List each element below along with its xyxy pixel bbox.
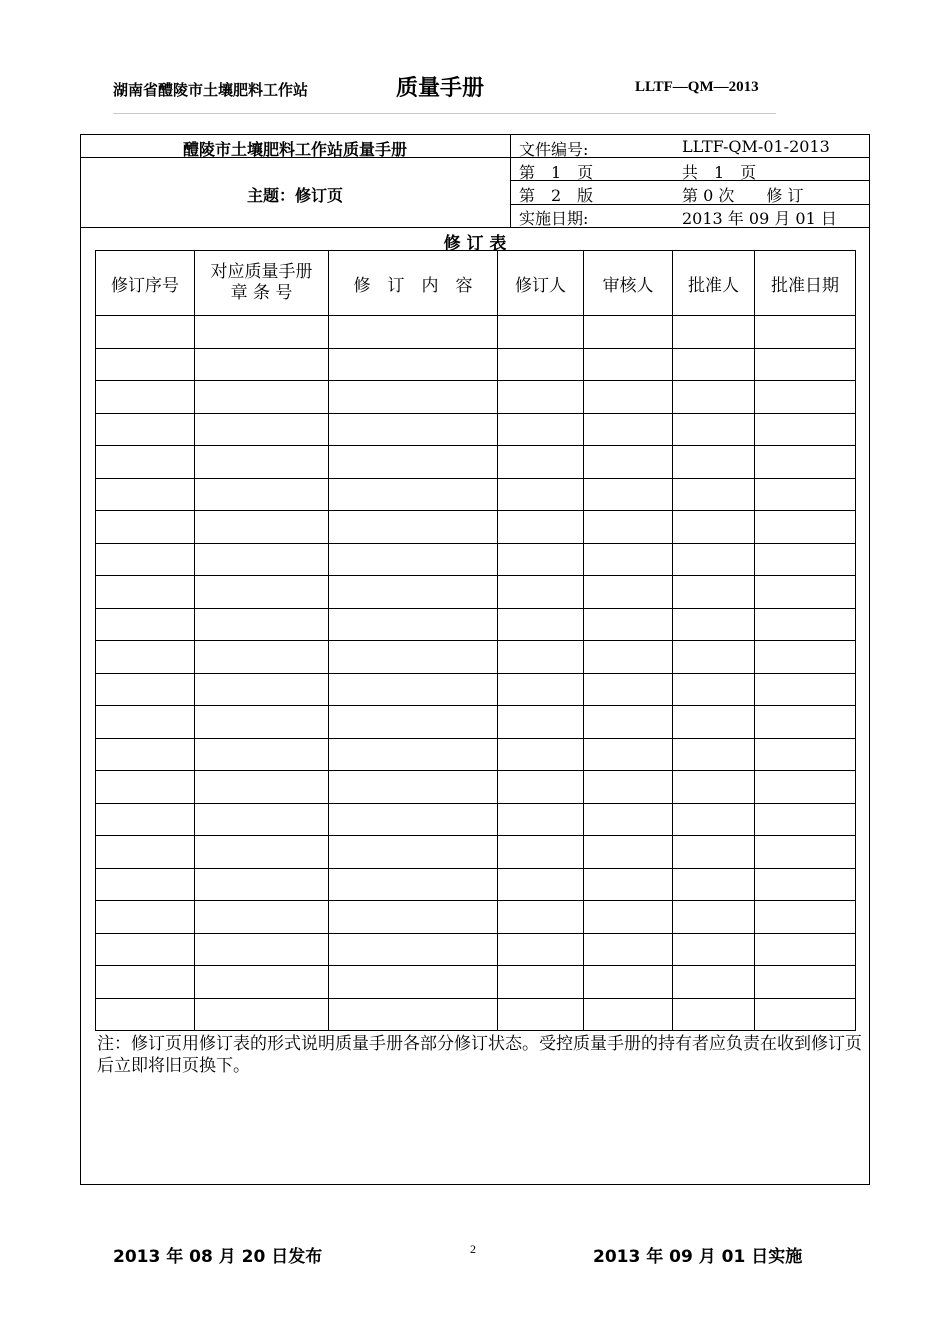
table-cell (755, 803, 856, 836)
table-cell (329, 836, 498, 869)
table-cell (584, 348, 673, 381)
table-cell (329, 933, 498, 966)
table-cell (755, 966, 856, 999)
table-cell (584, 413, 673, 446)
table-cell (96, 348, 195, 381)
table-cell (673, 706, 755, 739)
page-label: 第 1 页 (519, 163, 594, 182)
table-cell (673, 803, 755, 836)
table-cell (755, 446, 856, 479)
table-cell (329, 348, 498, 381)
table-cell (498, 673, 584, 706)
table-cell (195, 316, 329, 349)
footer-page-number: 2 (470, 1242, 476, 1256)
table-row (96, 348, 856, 381)
table-cell (498, 641, 584, 674)
col-chapter-label: 对应质量手册 章 条 号 (210, 262, 313, 303)
table-cell (673, 478, 755, 511)
table-cell (673, 381, 755, 414)
table-cell (755, 933, 856, 966)
table-cell (96, 803, 195, 836)
table-cell (584, 738, 673, 771)
table-cell (584, 381, 673, 414)
table-cell (673, 641, 755, 674)
header-code: LLTF—QM—2013 (635, 79, 759, 95)
table-cell (195, 608, 329, 641)
total-pages: 共 1 页 (682, 163, 757, 182)
table-cell (195, 706, 329, 739)
table-row (96, 316, 856, 349)
table-cell (673, 446, 755, 479)
table-cell (195, 998, 329, 1031)
table-cell (584, 446, 673, 479)
table-cell (96, 381, 195, 414)
table-cell (96, 608, 195, 641)
table-cell (195, 803, 329, 836)
table-cell (584, 771, 673, 804)
table-row (96, 998, 856, 1031)
table-cell (584, 836, 673, 869)
revision-table (95, 250, 856, 1031)
table-cell (498, 771, 584, 804)
table-cell (584, 316, 673, 349)
doc-no-label: 文件编号: (519, 140, 589, 159)
revision: 第 0 次 修 订 (682, 186, 804, 205)
col-chapter (195, 251, 329, 316)
table-cell (329, 641, 498, 674)
table-cell (96, 478, 195, 511)
table-cell (498, 316, 584, 349)
table-row (96, 706, 856, 739)
table-row (96, 901, 856, 934)
table-cell (584, 803, 673, 836)
table-cell (329, 998, 498, 1031)
table-cell (755, 478, 856, 511)
table-cell (498, 998, 584, 1031)
header-org: 湖南省醴陵市土壤肥料工作站 (113, 81, 309, 99)
table-cell (673, 576, 755, 609)
table-cell (96, 413, 195, 446)
table-cell (755, 641, 856, 674)
table-cell (195, 543, 329, 576)
table-cell (498, 348, 584, 381)
col-content: 修 订 内 容 (329, 251, 498, 316)
table-cell (498, 413, 584, 446)
col-reviser: 修订人 (498, 251, 584, 316)
revision-table-body (96, 316, 856, 1031)
table-cell (329, 868, 498, 901)
table-cell (96, 673, 195, 706)
table-cell (329, 738, 498, 771)
table-cell (755, 868, 856, 901)
table-cell (673, 673, 755, 706)
table-cell (195, 901, 329, 934)
table-cell (96, 641, 195, 674)
table-cell (673, 836, 755, 869)
table-cell (195, 511, 329, 544)
table-cell (96, 771, 195, 804)
table-cell (673, 511, 755, 544)
table-cell (584, 576, 673, 609)
table-cell (584, 998, 673, 1031)
manual-title: 醴陵市土壤肥料工作站质量手册 (182, 140, 407, 159)
col-approver: 批准人 (673, 251, 755, 316)
table-cell (498, 966, 584, 999)
table-cell (498, 478, 584, 511)
table-cell (96, 543, 195, 576)
table-cell (96, 966, 195, 999)
table-cell (498, 901, 584, 934)
table-cell (329, 446, 498, 479)
table-cell (329, 576, 498, 609)
table-cell (195, 478, 329, 511)
table-cell (755, 836, 856, 869)
table-cell (96, 576, 195, 609)
table-cell (755, 998, 856, 1031)
table-cell (329, 511, 498, 544)
table-cell (673, 608, 755, 641)
note: 注：修订页用修订表的形式说明质量手册各部分修订状态。受控质量手册的持有者应负责在收到修订页后立即将旧页换下。 (97, 1034, 862, 1076)
table-cell (755, 316, 856, 349)
table-cell (329, 803, 498, 836)
table-cell (673, 901, 755, 934)
col-approval-date: 批准日期 (755, 251, 856, 316)
table-cell (584, 706, 673, 739)
table-cell (195, 413, 329, 446)
table-cell (584, 478, 673, 511)
table-row (96, 673, 856, 706)
header-rule (113, 113, 776, 114)
edition: 第 2 版 (519, 186, 594, 205)
table-cell (329, 413, 498, 446)
col-auditor: 审核人 (584, 251, 673, 316)
table-row (96, 511, 856, 544)
table-cell (96, 868, 195, 901)
table-cell (329, 673, 498, 706)
table-cell (96, 316, 195, 349)
table-cell (584, 901, 673, 934)
table-cell (498, 803, 584, 836)
table-cell (329, 901, 498, 934)
date-label: 实施日期: (519, 209, 589, 228)
table-cell (195, 673, 329, 706)
table-row (96, 641, 856, 674)
footer-effective: 2013 年 09 月 01 日实施 (593, 1247, 803, 1267)
table-cell (498, 576, 584, 609)
table-cell (755, 348, 856, 381)
revision-table-header (96, 251, 856, 316)
table-row (96, 738, 856, 771)
table-cell (584, 511, 673, 544)
table-row (96, 543, 856, 576)
table-cell (755, 543, 856, 576)
table-cell (584, 608, 673, 641)
table-row (96, 608, 856, 641)
table-cell (329, 706, 498, 739)
table-row (96, 576, 856, 609)
table-cell (673, 413, 755, 446)
table-cell (195, 641, 329, 674)
table-cell (755, 381, 856, 414)
table-cell (498, 543, 584, 576)
table-cell (498, 511, 584, 544)
table-cell (498, 836, 584, 869)
table-row (96, 966, 856, 999)
table-cell (755, 413, 856, 446)
table-cell (673, 868, 755, 901)
table-cell (755, 706, 856, 739)
table-cell (498, 446, 584, 479)
table-cell (498, 738, 584, 771)
table-cell (755, 901, 856, 934)
table-row (96, 803, 856, 836)
table-cell (673, 738, 755, 771)
table-cell (584, 933, 673, 966)
subject: 主题：修订页 (246, 186, 343, 205)
table-cell (755, 771, 856, 804)
table-cell (195, 836, 329, 869)
table-row (96, 478, 856, 511)
table-cell (195, 446, 329, 479)
table-cell (96, 998, 195, 1031)
table-cell (195, 933, 329, 966)
table-cell (584, 641, 673, 674)
table-cell (96, 933, 195, 966)
table-cell (584, 543, 673, 576)
table-cell (673, 543, 755, 576)
table-cell (96, 706, 195, 739)
table-cell (195, 576, 329, 609)
table-cell (96, 738, 195, 771)
table-cell (755, 673, 856, 706)
table-cell (329, 316, 498, 349)
table-cell (195, 771, 329, 804)
table-cell (195, 966, 329, 999)
table-cell (755, 576, 856, 609)
info-vertical-line (510, 134, 511, 228)
table-cell (96, 836, 195, 869)
table-cell (673, 966, 755, 999)
table-cell (96, 511, 195, 544)
revision-table-title: 修 订 表 (443, 234, 507, 254)
table-cell (673, 316, 755, 349)
table-cell (673, 771, 755, 804)
table-row (96, 836, 856, 869)
table-cell (584, 868, 673, 901)
table-cell (195, 348, 329, 381)
table-row (96, 868, 856, 901)
table-cell (329, 771, 498, 804)
table-row (96, 413, 856, 446)
table-cell (673, 933, 755, 966)
table-cell (498, 381, 584, 414)
table-cell (195, 738, 329, 771)
table-cell (195, 868, 329, 901)
table-cell (96, 446, 195, 479)
table-cell (584, 673, 673, 706)
table-row (96, 933, 856, 966)
doc-no-value: LLTF-QM-01-2013 (682, 137, 830, 156)
table-row (96, 771, 856, 804)
table-cell (673, 998, 755, 1031)
table-cell (498, 608, 584, 641)
table-cell (498, 706, 584, 739)
footer-issued: 2013 年 08 月 20 日发布 (113, 1247, 323, 1267)
table-row (96, 381, 856, 414)
table-cell (755, 738, 856, 771)
table-cell (329, 543, 498, 576)
table-cell (329, 608, 498, 641)
header-title: 质量手册 (396, 76, 485, 101)
table-cell (755, 511, 856, 544)
table-cell (329, 966, 498, 999)
table-cell (329, 478, 498, 511)
table-cell (329, 381, 498, 414)
table-cell (195, 381, 329, 414)
table-cell (96, 901, 195, 934)
table-cell (498, 868, 584, 901)
table-cell (755, 608, 856, 641)
table-cell (673, 348, 755, 381)
col-revision-no: 修订序号 (96, 251, 195, 316)
table-cell (584, 966, 673, 999)
table-row (96, 446, 856, 479)
table-cell (498, 933, 584, 966)
date-value: 2013 年 09 月 01 日 (682, 209, 837, 228)
